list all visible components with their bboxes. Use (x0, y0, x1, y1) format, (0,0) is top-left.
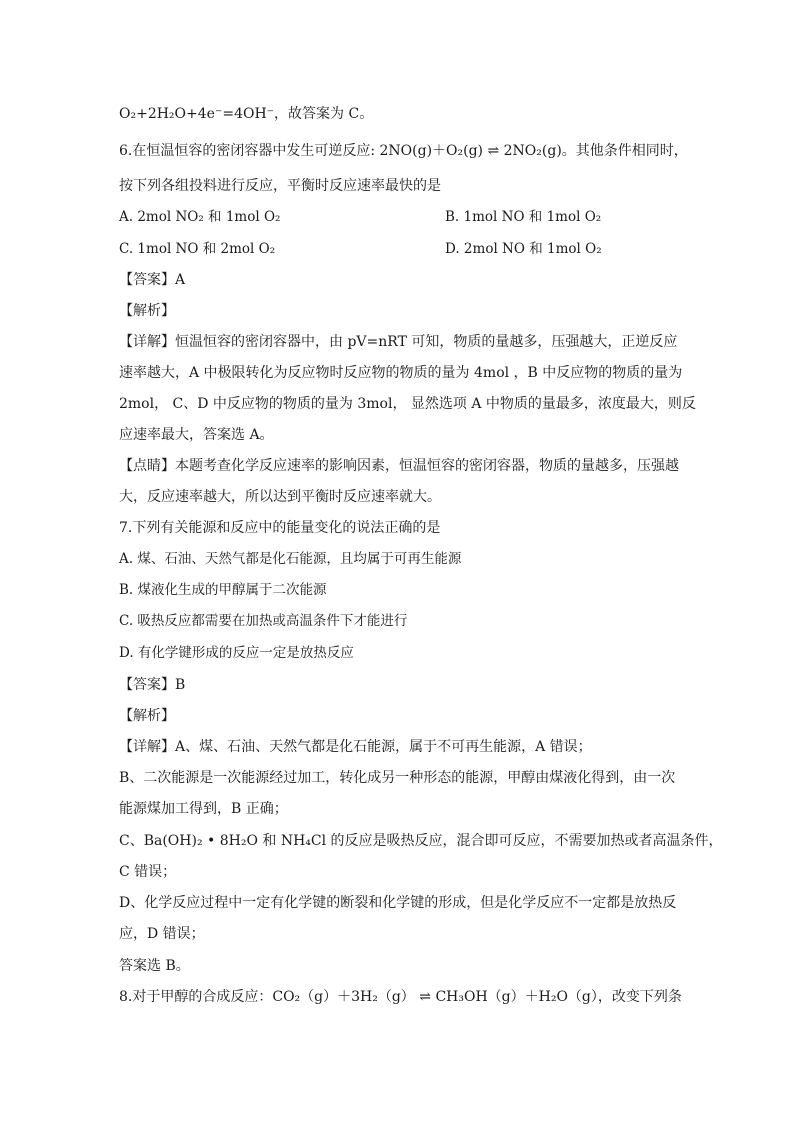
q6-analysis-heading: 【解析】 (119, 303, 175, 319)
q6-point-line: 大，反应速率越大，所以达到平衡时反应速率就大。 (119, 489, 441, 505)
q6-detail-line: 速率越大，A 中极限转化为反应物时反应物的物质的量为 4mol ，B 中反应物的物质的量为 (119, 365, 683, 381)
q7-detail-line: C 错误； (119, 864, 177, 880)
q6-option-d: D. 2mol NO 和 1mol O₂ (445, 241, 602, 257)
q6-detail-line: 2mol， C、D 中反应物的物质的量为 3mol， 显然选项 A 中物质的量最多，浓度最大，则反 (119, 396, 696, 412)
q6-option-c: C. 1mol NO 和 2mol O₂ (119, 241, 276, 257)
question-8-stem: 8.对于甲醇的合成反应：CO₂（g）＋3H₂（g） ⇌ CH₃OH（g）＋H₂O（g），改变下列条 (119, 989, 682, 1005)
q6-detail-line: 应速率最大，答案选 A。 (119, 427, 274, 443)
q7-option-a: A. 煤、石油、天然气都是化石能源，且均属于可再生能源 (119, 551, 462, 567)
q6-option-b: B. 1mol NO 和 1mol O₂ (445, 209, 602, 225)
question-7-stem: 7.下列有关能源和反应中的能量变化的说法正确的是 (119, 520, 441, 536)
q7-answer: 【答案】B (119, 677, 186, 693)
text-line: O₂+2H₂O+4e⁻=4OH⁻，故答案为 C。 (119, 106, 374, 122)
q7-detail-line: B、二次能源是一次能源经过加工，转化成另一种形态的能源，甲醇由煤液化得到，由一次 (119, 770, 676, 786)
q7-option-d: D. 有化学键形成的反应一定是放热反应 (119, 645, 354, 661)
question-6-stem-cont: 按下列各组投料进行反应，平衡时反应速率最快的是 (119, 178, 441, 194)
q6-option-a: A. 2mol NO₂ 和 1mol O₂ (119, 209, 281, 225)
q7-analysis-heading: 【解析】 (119, 708, 175, 724)
q6-answer: 【答案】A (119, 272, 186, 288)
q7-detail-line: 【详解】A、煤、石油、天然气都是化石能源，属于不可再生能源，A 错误； (119, 739, 592, 755)
q6-point-line: 【点睛】本题考查化学反应速率的影响因素，恒温恒容的密闭容器，物质的量越多，压强越 (119, 458, 679, 474)
q6-detail-line: 【详解】恒温恒容的密闭容器中，由 pV=nRT 可知，物质的量越多，压强越大，正逆反应 (119, 334, 678, 350)
q7-detail-line: 答案选 B。 (119, 958, 190, 974)
q7-detail-line: D、化学反应过程中一定有化学键的断裂和化学键的形成，但是化学反应不一定都是放热反 (119, 895, 677, 911)
q7-option-c: C. 吸热反应都需要在加热或高温条件下才能进行 (119, 613, 408, 629)
q7-detail-line: 应，D 错误； (119, 926, 205, 942)
q7-detail-line: C、Ba(OH)₂ • 8H₂O 和 NH₄Cl 的反应是吸热反应，混合即可反应，不需要加热或者高温条件， (119, 833, 723, 849)
q7-detail-line: 能源煤加工得到，B 正确； (119, 801, 288, 817)
q7-option-b: B. 煤液化生成的甲醇属于二次能源 (119, 582, 327, 598)
question-6-stem: 6.在恒温恒容的密闭容器中发生可逆反应: 2NO(g)＋O₂(g) ⇌ 2NO₂(g)。其他条件相同时， (119, 143, 688, 159)
